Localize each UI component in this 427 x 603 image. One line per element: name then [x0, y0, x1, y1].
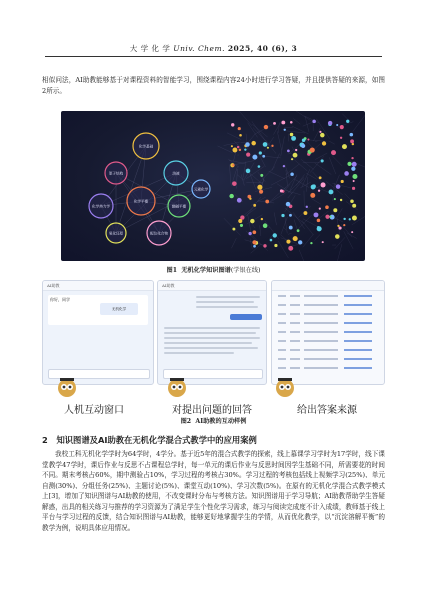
- graph-leaf-node: [318, 190, 320, 192]
- graph-leaf-node: [352, 204, 356, 208]
- graph-leaf-node: [289, 226, 293, 230]
- graph-node-label: 酸碱平衡: [171, 204, 187, 209]
- graph-leaf-node: [239, 149, 241, 151]
- source-row-cell: [278, 358, 286, 360]
- graph-leaf-node: [329, 190, 334, 195]
- graph-leaf-node: [303, 211, 307, 215]
- graph-leaf-node: [350, 200, 354, 204]
- graph-leaf-node: [245, 142, 250, 147]
- graph-leaf-node: [335, 234, 340, 239]
- graph-leaf-node: [336, 124, 338, 126]
- graph-leaf-node: [274, 244, 277, 247]
- graph-leaf-node: [341, 180, 344, 183]
- graph-leaf-node: [248, 232, 251, 235]
- graph-leaf-node: [301, 144, 305, 148]
- graph-leaf-node: [328, 121, 332, 125]
- graph-leaf-node: [261, 218, 263, 220]
- graph-leaf-node: [293, 153, 298, 158]
- header-rule: [45, 56, 382, 57]
- graph-leaf-node: [289, 214, 292, 217]
- graph-leaf-node: [259, 151, 262, 154]
- graph-node-label: 氧化还原: [108, 231, 124, 236]
- graph-leaf-node: [322, 141, 326, 145]
- graph-leaf-node: [260, 174, 263, 177]
- greeting-text: 你好，同学: [50, 297, 70, 302]
- source-row-cell: [344, 304, 372, 306]
- source-row-cell: [290, 340, 300, 342]
- source-row-cell: [278, 304, 286, 306]
- source-row-cell: [304, 367, 338, 369]
- graph-leaf-node: [237, 146, 239, 148]
- graph-leaf-node: [344, 171, 349, 176]
- graph-leaf-node: [252, 230, 256, 234]
- panel-label-chat: 人机互动窗口: [64, 405, 124, 416]
- graph-leaf-node: [343, 224, 345, 226]
- graph-leaf-node: [232, 181, 237, 186]
- graph-leaf-node: [314, 212, 319, 217]
- course-card: 无机化学: [100, 303, 138, 315]
- graph-leaf-node: [336, 184, 341, 189]
- question-bubble: [230, 314, 262, 320]
- graph-node-label: 原子结构: [108, 171, 124, 176]
- graph-leaf-node: [271, 145, 273, 147]
- section-paragraph: 我校工科无机化学学时为64学时，4学分。基于近5年的混合式教学的探索，线上慕课学习学时为17学时，线下课堂教学47学时，课后作业与反思不占课程总学时，每一单元的课后作业与反思时间因学生基础不同，所需要花的时间不同。期末考核占60%，期中测验占10%，学习过程的考核占30%。学习过程的考核包括线上视频学习(25%)、单元自测(30%)、分组任务(25%)、主题讨论(5%)、课堂互动(10%)、学习次数(5%)。在原有的无机化学混合式教学模式上[3]，增加了知识图谱与AI助教的使用，不改变课时分布与考核方法。知识图谱用于学习导航；AI助教帮助学生答疑解惑，出具的相关练习与推荐的学习资源为了满足学生个性化学习需求，练习与阅读完成度不计入成绩，教师基于线上平台与学习过程的反馈，结合知识图谱与AI助教，能够更好地掌握学生的学情，从而优化教学，以“沉淀溶解平衡”的教学为例，说明具体应用情况。: [42, 450, 385, 532]
- graph-leaf-node: [286, 240, 290, 244]
- figure2-caption: [0, 416, 427, 425]
- graph-leaf-node: [337, 225, 339, 227]
- graph-leaf-node: [249, 198, 251, 200]
- avatar-owl-3: [274, 376, 296, 398]
- graph-leaf-node: [231, 123, 234, 126]
- graph-leaf-node: [290, 173, 294, 177]
- section-heading: [42, 434, 257, 446]
- graph-leaf-node: [253, 204, 256, 207]
- graph-leaf-node: [259, 190, 263, 194]
- graph-leaf-node: [291, 136, 296, 141]
- graph-leaf-node: [310, 147, 315, 152]
- graph-leaf-node: [293, 236, 298, 241]
- graph-leaf-node: [273, 122, 276, 125]
- graph-leaf-node: [307, 138, 309, 140]
- intro-paragraph: 相似问法，AI助教能够基于对课程资料的智能学习，围绕课程内容24小时进行学习答疑，并且提供答疑的来源，如图2所示。: [42, 76, 385, 95]
- graph-leaf-node: [306, 206, 308, 208]
- graph-leaf-node: [351, 157, 353, 159]
- graph-leaf-node: [284, 129, 286, 131]
- graph-leaf-node: [246, 152, 250, 156]
- source-row-cell: [290, 295, 300, 297]
- graph-leaf-node: [231, 145, 233, 147]
- graph-leaf-node: [237, 198, 242, 203]
- source-row-cell: [344, 367, 372, 369]
- panel-label-answer: 对提出问题的回答: [172, 405, 252, 416]
- graph-leaf-node: [281, 121, 285, 125]
- graph-leaf-node: [351, 231, 353, 233]
- source-row-cell: [278, 349, 286, 351]
- graph-leaf-node: [246, 169, 251, 174]
- source-row-cell: [344, 322, 372, 324]
- source-row-cell: [290, 313, 300, 315]
- source-row-cell: [304, 322, 338, 324]
- graph-leaf-node: [333, 208, 337, 212]
- source-row-cell: [304, 358, 338, 360]
- source-row-cell: [290, 322, 300, 324]
- figure1-caption-label: 图1: [166, 267, 178, 274]
- graph-leaf-node: [320, 133, 324, 137]
- graph-leaf-node: [232, 228, 235, 231]
- greeting-card: [48, 295, 148, 325]
- source-row-cell: [290, 367, 300, 369]
- graph-leaf-node: [253, 245, 256, 248]
- graph-leaf-node: [263, 244, 266, 247]
- source-row-cell: [278, 322, 286, 324]
- graph-leaf-node: [238, 219, 242, 223]
- source-row-cell: [344, 358, 372, 360]
- graph-leaf-node: [298, 240, 302, 244]
- source-row-cell: [278, 331, 286, 333]
- graph-leaf-node: [352, 174, 357, 179]
- graph-leaf-node: [312, 120, 316, 124]
- graph-leaf-node: [258, 165, 261, 168]
- graph-leaf-node: [283, 165, 285, 167]
- graph-leaf-node: [334, 198, 336, 200]
- graph-leaf-node: [317, 219, 321, 223]
- window-title: AI助教: [43, 281, 153, 291]
- graph-leaf-node: [322, 241, 324, 243]
- graph-leaf-node: [329, 216, 331, 218]
- avatar-owl-2: [166, 376, 188, 398]
- source-row-cell: [344, 331, 372, 333]
- graph-leaf-node: [347, 162, 351, 166]
- chat-window-screenshot: [42, 280, 154, 385]
- graph-leaf-node: [325, 205, 329, 209]
- source-row-cell: [278, 295, 286, 297]
- window-title-2: AI助教: [158, 281, 266, 291]
- graph-leaf-node: [302, 138, 306, 142]
- graph-leaf-node: [281, 214, 284, 217]
- graph-node-label: 化学平衡: [133, 199, 149, 204]
- graph-leaf-node: [350, 139, 354, 143]
- source-row-cell: [304, 295, 338, 297]
- graph-leaf-node: [288, 246, 293, 251]
- graph-leaf-node: [325, 215, 329, 219]
- graph-leaf-node: [251, 141, 255, 145]
- graph-leaf-node: [340, 199, 342, 201]
- journal-latin: Univ. Chem.: [173, 44, 225, 53]
- graph-leaf-node: [310, 193, 315, 198]
- graph-leaf-node: [319, 208, 321, 210]
- graph-leaf-node: [267, 147, 269, 149]
- section-number: 2: [42, 435, 48, 445]
- source-row-cell: [278, 340, 286, 342]
- graph-leaf-node: [340, 137, 342, 139]
- graph-node-label: 溶液: [172, 171, 180, 176]
- source-row-cell: [290, 358, 300, 360]
- source-row-cell: [304, 331, 338, 333]
- graph-leaf-node: [346, 120, 349, 123]
- source-title-bar: [272, 281, 384, 291]
- graph-leaf-node: [319, 131, 321, 133]
- graph-leaf-node: [244, 148, 246, 150]
- knowledge-graph-figure: [61, 111, 365, 261]
- figure1-caption: [0, 265, 427, 274]
- knowledge-graph-svg: [61, 111, 365, 261]
- answer-window-screenshot: [157, 280, 267, 385]
- graph-leaf-node: [319, 176, 322, 179]
- graph-leaf-node: [239, 134, 242, 137]
- graph-leaf-node: [352, 162, 357, 167]
- graph-node-label: 化学基础: [138, 144, 154, 149]
- graph-leaf-node: [295, 149, 297, 151]
- graph-leaf-node: [331, 150, 336, 155]
- graph-leaf-node: [349, 218, 351, 220]
- graph-leaf-node: [265, 200, 269, 204]
- source-row-cell: [344, 295, 372, 297]
- graph-node-label: 元素化学: [193, 187, 209, 192]
- graph-leaf-node: [353, 180, 355, 182]
- graph-leaf-node: [263, 223, 268, 228]
- graph-leaf-node: [264, 125, 268, 129]
- figure1-caption-text: 无机化学知识图谱: [181, 267, 231, 274]
- figure2-caption-text: AI助教的互动样例: [195, 418, 247, 425]
- source-row-cell: [278, 313, 286, 315]
- source-row-cell: [290, 304, 300, 306]
- panel-label-source: 给出答案来源: [297, 405, 357, 416]
- graph-leaf-node: [232, 148, 237, 153]
- graph-leaf-node: [352, 187, 355, 190]
- source-row-cell: [304, 349, 338, 351]
- source-row-cell: [304, 340, 338, 342]
- graph-leaf-node: [240, 224, 243, 227]
- graph-leaf-node: [291, 158, 293, 160]
- graph-leaf-node: [287, 150, 290, 153]
- graph-leaf-node: [286, 202, 290, 206]
- graph-leaf-node: [352, 216, 357, 221]
- figure1-caption-sub: (学银在线): [230, 267, 261, 274]
- graph-leaf-node: [297, 229, 300, 232]
- graph-leaf-node: [257, 185, 262, 190]
- source-row-cell: [304, 304, 338, 306]
- graph-leaf-node: [250, 219, 254, 223]
- avatar-owl-1: [56, 376, 78, 398]
- source-row-cell: [304, 313, 338, 315]
- graph-leaf-node: [232, 164, 234, 166]
- graph-leaf-node: [238, 127, 241, 130]
- graph-leaf-node: [352, 143, 354, 145]
- graph-leaf-node: [340, 125, 344, 129]
- citation: 2025, 40 (6), 3: [227, 44, 298, 53]
- graph-leaf-node: [312, 184, 316, 188]
- graph-leaf-node: [290, 133, 293, 136]
- running-head: [0, 43, 427, 54]
- section-title: 知识图谱及AI助教在无机化学混合式教学中的应用案例: [56, 435, 257, 445]
- graph-leaf-node: [270, 239, 273, 242]
- source-row-cell: [344, 340, 372, 342]
- graph-leaf-node: [273, 233, 277, 237]
- source-window-screenshot: [271, 280, 385, 385]
- source-row-cell: [344, 349, 372, 351]
- graph-leaf-node: [343, 218, 345, 220]
- graph-leaf-node: [229, 194, 233, 198]
- graph-leaf-node: [310, 242, 312, 244]
- journal-name: 大 学 化 学: [129, 44, 171, 53]
- graph-leaf-node: [252, 240, 256, 244]
- graph-leaf-node: [290, 121, 293, 124]
- graph-node-label: 化学热力学: [92, 204, 110, 209]
- graph-leaf-node: [321, 159, 324, 162]
- graph-leaf-node: [338, 226, 341, 229]
- graph-leaf-node: [280, 189, 283, 192]
- source-row-cell: [278, 367, 286, 369]
- graph-leaf-node: [321, 182, 326, 187]
- graph-leaf-node: [342, 144, 347, 149]
- source-row-cell: [290, 331, 300, 333]
- graph-leaf-node: [350, 133, 354, 137]
- graph-node-label: 配位化合物: [150, 231, 168, 236]
- graph-leaf-node: [252, 155, 257, 160]
- figure2-caption-label: 图2: [180, 418, 192, 425]
- graph-leaf-node: [351, 167, 355, 171]
- graph-leaf-node: [263, 142, 268, 147]
- source-row-cell: [344, 313, 372, 315]
- source-row-cell: [290, 349, 300, 351]
- graph-leaf-node: [317, 226, 319, 228]
- graph-leaf-node: [262, 155, 265, 158]
